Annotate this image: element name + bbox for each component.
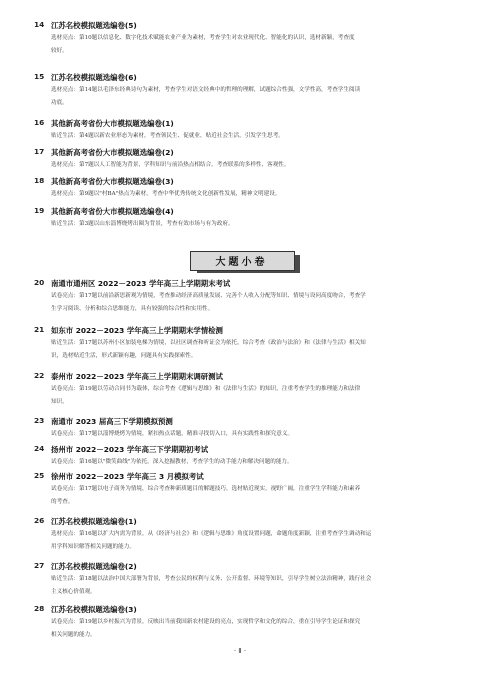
item-number: 18 <box>34 176 45 185</box>
item-title: 徐州市 2022－2023 学年高三 3 月模拟考试 <box>51 472 204 481</box>
item-title: 江苏名校模拟题选编卷(1) <box>51 517 137 526</box>
item-number: 15 <box>34 72 45 81</box>
item-number: 26 <box>34 516 45 525</box>
item-title: 江苏名校模拟题选编卷(6) <box>51 73 137 82</box>
item-description: 选材亮点：第7题以人工智能为背景，学科知识与前沿热点相结合，考查联系的多样性、客观性。 <box>51 162 290 168</box>
item-description: 试卷亮点：第17题以淄博烧烤为情境，紧扣热点话题，精准寻找切入口，具有实践性和探究意义。 <box>51 431 294 437</box>
item-description: 试卷亮点：第17题以电子商务为情境，综合考查种新质题目的解题技巧。选材贴近现实，视野广阔，注重学生学科能力和素养 的考查。 <box>51 486 361 505</box>
item-number: 16 <box>34 118 45 127</box>
item-title: 其他新高考省份大市模拟题选编卷(3) <box>51 177 174 186</box>
item-number: 24 <box>34 444 45 453</box>
item-number: 27 <box>34 561 45 570</box>
item-number: 19 <box>34 206 45 215</box>
item-description: 贴近生活：第17题以苏州小区加装电梯为情境，以社区调查和听证会为依托，综合考查《政治与法治》和《法律与生活》相关知 识，选材贴近生活，形式新颖有趣，问题具有实践探索性。 <box>51 340 366 359</box>
item-title: 江苏名校模拟题选编卷(5) <box>51 21 137 30</box>
item-title: 江苏名校模拟题选编卷(3) <box>51 605 137 614</box>
item-number: 14 <box>34 20 45 29</box>
item-description: 试卷亮点：第17题以前沿新思新观为情境，考查推动经济高质量发展、完善个人收入分配等知识、情境与设问高度吻合，考查学 生学习阅读、分析和综合思维能力，具有较强的综合性和实用性。 <box>51 293 366 312</box>
item-title: 泰州市 2022－2023 学年高三上学期期末调研测试 <box>51 372 223 381</box>
item-number: 17 <box>34 147 45 156</box>
item-description: 选材亮点：第9题以"村BA"热点为素材，考查中华优秀传统文化创新性发展，精神文明建设。 <box>51 191 281 197</box>
item-title: 如东市 2022－2023 学年高三上学期期末学情检测 <box>51 326 223 335</box>
item-title: 其他新高考省份大市模拟题选编卷(1) <box>51 119 174 128</box>
item-number: 20 <box>34 278 45 287</box>
item-number: 23 <box>34 416 45 425</box>
item-number: 22 <box>34 371 45 380</box>
item-description: 选材亮点：第16题以扩大内需为背景，从《经济与社会》和《逻辑与思维》角度设置问题，命题角度新颖，注重考查学生调动和运 用学科知识解答相关问题的能力。 <box>51 531 372 550</box>
item-description: 选材亮点：第14题以毛泽东经典诗句为素材，考查学生对语文经典中的哲理的理解，试题综合性强，文学性高，考查学生阅读 功底。 <box>51 87 361 106</box>
item-number: 25 <box>34 471 45 480</box>
page-number: · Ⅱ · <box>233 647 247 655</box>
item-title: 江苏名校模拟题选编卷(2) <box>51 562 137 571</box>
item-title: 南通市通州区 2022－2023 学年高三上学期期末考试 <box>51 279 231 288</box>
item-description: 贴近生活：第18题以法治中国大部署为背景，考查公民的权利与义务、公开监督、环境等知识，引导学生树立法治精神，践行社会 主义核心价值观。 <box>51 576 372 595</box>
banner-label: 大题小卷 <box>215 257 268 268</box>
item-number: 28 <box>34 604 45 613</box>
item-description: 试卷亮点：第19题以乡村振兴为背景，反映出当前我国新农村建设的亮点，实现哲学和文化的综合，重在引导学生论证和探究 相关问题的能力。 <box>51 619 361 638</box>
item-title: 其他新高考省份大市模拟题选编卷(2) <box>51 148 174 157</box>
item-description: 试卷亮点：第19题以劳动合同书为载体，综合考查《逻辑与思维》和《法律与生活》的知识，注重考查学生的推理能力和法律 知识。 <box>51 386 361 405</box>
item-description: 贴近生活：第4题以新农业形态为素材，考查领民生、促就业，贴近社会生活，引发学生思考。 <box>51 133 284 139</box>
item-title: 其他新高考省份大市模拟题选编卷(4) <box>51 207 174 216</box>
section-banner <box>190 251 300 273</box>
item-title: 南通市 2023 届高三下学期模拟预测 <box>51 417 173 426</box>
item-number: 21 <box>34 325 45 334</box>
item-title: 扬州市 2022－2023 学年高三下学期期初考试 <box>51 445 209 454</box>
item-description: 选材亮点：第10题以信息化、数字化技术赋能农业产业为素材，考查学生对农业现代化、智能化的认识，选材新颖，考查度 较好。 <box>51 35 355 54</box>
item-description: 贴近生活：第3题以山东淄博烧烤出圈为背景，考查有效市场与有为政府。 <box>51 221 234 227</box>
item-description: 试卷亮点：第16题以"微笑曲线"为依托，深入挖掘教材，考查学生的动手能力和解决问题的能力。 <box>51 459 293 465</box>
